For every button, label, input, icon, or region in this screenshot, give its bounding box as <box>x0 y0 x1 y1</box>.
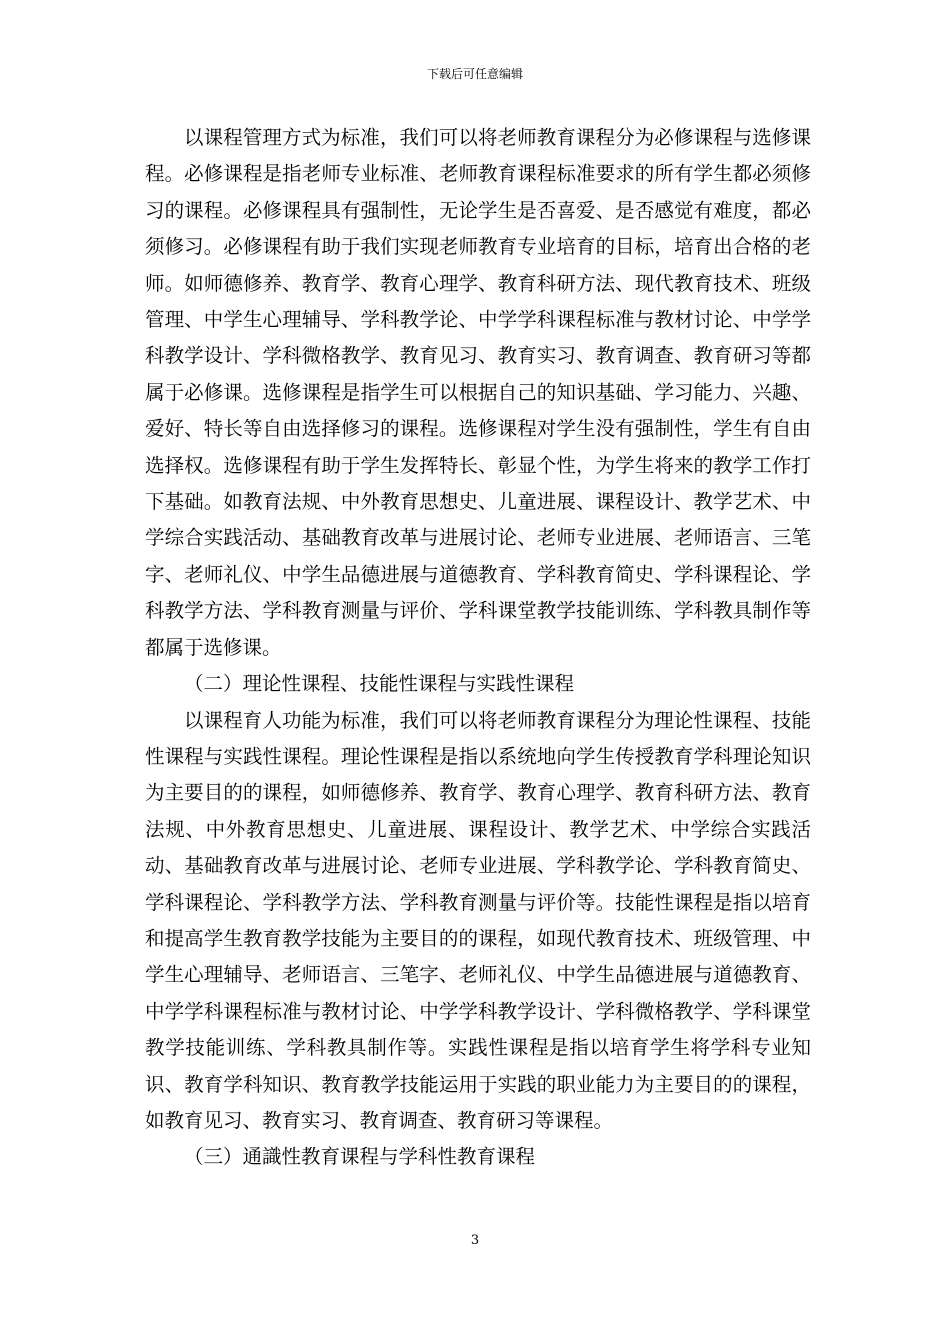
paragraph-required-elective-courses: 以课程管理方式为标准，我们可以将老师教育课程分为必修课程与选修课程。必修课程是指老师专业标准、老师教育课程标准要求的所有学生都必须修习的课程。必修课程具有强制性，无论学生是否喜爱、是否感觉有难度，都必须修习。必修课程有助于我们实现老师教育专业培育的目标，培育出合格的老师。如师德修养、教育学、教育心理学、教育科研方法、现代教育技术、班级管理、中学生心理辅导、学科教学论、中学学科课程标准与教材讨论、中学学科教学设计、学科微格教学、教育见习、教育实习、教育调查、教育研习等都属于必修课。选修课程是指学生可以根据自己的知识基础、学习能力、兴趣、爱好、特长等自由选择修习的课程。选修课程对学生没有强制性，学生有自由选择权。选修课程有助于学生发挥特长、彰显个性，为学生将来的教学工作打下基础。如教育法规、中外教育思想史、儿童进展、课程设计、教学艺术、中学综合实践活动、基础教育改革与进展讨论、老师专业进展、老师语言、三笔字、老师礼仪、中学生品德进展与道德教育、学科教育简史、学科课程论、学科教学方法、学科教育测量与评价、学科课堂教学技能训练、学科教具制作等都属于选修课。 <box>145 126 811 659</box>
section-heading-general-subject-education: （三）通識性教育课程与学科性教育课程 <box>184 1145 536 1169</box>
paragraph-theory-skill-practice-courses: 以课程育人功能为标准，我们可以将老师教育课程分为理论性课程、技能性课程与实践性课程。理论性课程是指以系统地向学生传授教育学科理论知识为主要目的的课程，如师德修养、教育学、教育心理学、教育科研方法、教育法规、中外教育思想史、儿童进展、课程设计、教学艺术、中学综合实践活动、基础教育改革与进展讨论、老师专业进展、学科教学论、学科教育简史、学科课程论、学科教学方法、学科教育测量与评价等。技能性课程是指以培育和提高学生教育教学技能为主要目的的课程，如现代教育技术、班级管理、中学生心理辅导、老师语言、三笔字、老师礼仪、中学生品德进展与道德教育、中学学科课程标准与教材讨论、中学学科教学设计、学科微格教学、学科课堂教学技能训练、学科教具制作等。实践性课程是指以培育学生将学科专业知识、教育学科知识、教育教学技能运用于实践的职业能力为主要目的的课程，如教育见习、教育实习、教育调查、教育研习等课程。 <box>145 708 811 1132</box>
section-heading-theory-skill-practice: （二）理论性课程、技能性课程与实践性课程 <box>184 672 575 696</box>
page-number: 3 <box>470 1233 480 1248</box>
document-body <box>145 120 811 1176</box>
page-header: 下载后可任意编辑 <box>426 67 523 81</box>
